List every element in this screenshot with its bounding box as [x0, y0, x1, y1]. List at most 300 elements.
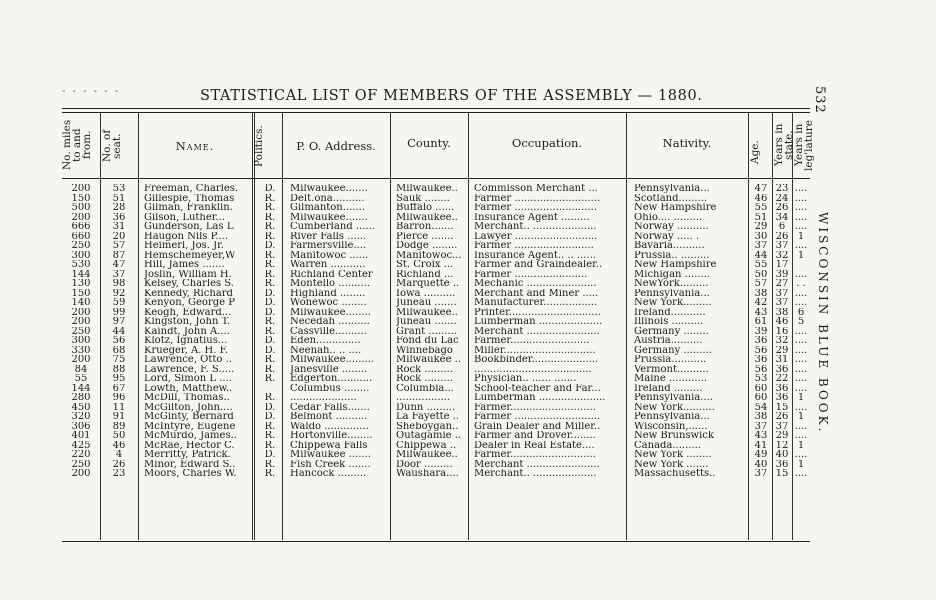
header-county: County.: [407, 136, 451, 150]
cell-years-in-legislature: ....: [794, 469, 808, 479]
cell-years-in-legislature: 1: [797, 231, 805, 241]
cell-occupation: Merchant and Miner .....: [474, 288, 599, 298]
cell-name: Moors, Charles W.: [144, 469, 237, 479]
cell-occupation: Printer.............................: [474, 307, 601, 317]
cell-seat: 57: [112, 241, 126, 251]
cell-nativity: New York.........: [634, 298, 712, 308]
cell-po-address: Chippewa Falls: [290, 440, 368, 450]
cell-county: Grant .........: [396, 326, 457, 336]
table-row: [62, 260, 810, 270]
cell-politics: R.: [264, 203, 276, 213]
table-row: [62, 393, 810, 403]
cell-county: Manitowoc...: [396, 250, 462, 260]
cell-seat: 47: [112, 260, 126, 270]
title-rule: [62, 108, 810, 109]
cell-seat: 20: [112, 231, 126, 241]
cell-years-in-legislature: ....: [794, 450, 808, 460]
cell-county: Marquette ..: [396, 279, 460, 289]
cell-miles: 530: [71, 260, 91, 270]
cell-seat: 97: [112, 317, 126, 327]
cell-miles: 300: [71, 336, 91, 346]
cell-miles: 150: [71, 288, 91, 298]
cell-po-address: Wonewoc ........: [290, 298, 367, 308]
cell-age: 51: [754, 212, 768, 222]
cell-miles: 250: [71, 241, 91, 251]
cell-name: Hill, James .......: [144, 260, 225, 270]
cell-miles: 450: [71, 402, 91, 412]
cell-occupation: Grain Dealer and Miller..: [474, 421, 601, 431]
cell-occupation: Farmer ...........................: [474, 193, 601, 203]
table-row: [62, 279, 810, 289]
table-row: [62, 270, 810, 280]
cell-years-in-state: 15: [775, 469, 789, 479]
cell-county: Milwaukee ..: [396, 355, 462, 365]
cell-po-address: River Falls ......: [290, 231, 367, 241]
cell-years-in-state: 17: [775, 260, 789, 270]
cell-county: Waushara....: [396, 469, 459, 479]
cell-miles: 250: [71, 326, 91, 336]
cell-nativity: Ohio.... .........: [634, 212, 703, 222]
cell-po-address: Milwaukee........: [290, 307, 371, 317]
cell-politics: R.: [264, 374, 276, 384]
cell-county: Milwaukee..: [396, 212, 458, 222]
cell-years-in-state: 37: [775, 421, 789, 431]
cell-name: Heimerl, Jos. Jr.: [144, 241, 224, 251]
header-dashes: - - - - - -: [62, 86, 121, 97]
table-row: [62, 346, 810, 356]
cell-occupation: Lumberman .....................: [474, 393, 606, 403]
cell-seat: 31: [112, 222, 126, 232]
cell-politics: R.: [264, 326, 276, 336]
cell-age: 29: [754, 222, 768, 232]
cell-county: Sauk ........: [396, 193, 450, 203]
cell-miles: 144: [71, 383, 91, 393]
cell-nativity: Prussia.. .........: [634, 250, 710, 260]
cell-nativity: Norway ..........: [634, 222, 709, 232]
cell-name: Kennedy, Richard: [144, 288, 233, 298]
cell-occupation: Manufacturer.................: [474, 298, 598, 308]
cell-years-in-state: 6: [778, 222, 786, 232]
cell-po-address: Farmersville....: [290, 241, 367, 251]
cell-name: McRae, Hector C.: [144, 440, 235, 450]
cell-county: Buffalo ......: [396, 203, 455, 213]
cell-seat: 59: [112, 298, 126, 308]
cell-seat: 91: [112, 412, 126, 422]
cell-po-address: .....................: [290, 393, 357, 403]
table-row: [62, 384, 810, 394]
cell-nativity: Bavaria..........: [634, 241, 705, 251]
cell-po-address: Gilmanton.......: [290, 203, 365, 213]
table-row: [62, 298, 810, 308]
cell-miles: 220: [71, 450, 91, 460]
running-head: WISCONSIN BLUE BOOK.: [816, 212, 830, 435]
cell-politics: R.: [264, 459, 276, 469]
cell-seat: 89: [112, 421, 126, 431]
cell-seat: 67: [112, 383, 126, 393]
cell-occupation: Insurance Agent .........: [474, 212, 590, 222]
cell-occupation: Farmer...........................: [474, 450, 596, 460]
cell-seat: 50: [112, 431, 126, 441]
cell-years-in-state: 36: [775, 459, 789, 469]
cell-po-address: Milwaukee .......: [290, 450, 371, 460]
cell-politics: R.: [264, 260, 276, 270]
cell-years-in-state: 37: [775, 241, 789, 251]
cell-years-in-state: 31: [775, 355, 789, 365]
cell-age: 60: [754, 393, 768, 403]
cell-years-in-state: 15: [775, 402, 789, 412]
page-title: STATISTICAL LIST OF MEMBERS OF THE ASSEMBLY — 1880.: [200, 88, 703, 104]
cell-years-in-legislature: ....: [794, 203, 808, 213]
cell-politics: R.: [264, 393, 276, 403]
cell-nativity: Massachusetts..: [634, 469, 716, 479]
cell-miles: 330: [71, 345, 91, 355]
cell-occupation: Farmer...........................: [474, 402, 596, 412]
cell-occupation: Lawyer ..........................: [474, 231, 598, 241]
cell-age: 37: [754, 469, 768, 479]
cell-seat: 36: [112, 212, 126, 222]
header-occupation: Occupation.: [511, 136, 583, 150]
cell-name: Kelsey, Charles S.: [144, 279, 234, 289]
cell-county: Juneau .......: [396, 317, 457, 327]
table-row: [62, 460, 810, 470]
cell-years-in-legislature: ....: [794, 184, 808, 194]
cell-po-address: Cassville..........: [290, 326, 367, 336]
cell-years-in-state: 22: [775, 374, 789, 384]
cell-years-in-legislature: ....: [794, 212, 808, 222]
cell-seat: 98: [112, 279, 126, 289]
cell-years-in-legislature: 6: [797, 307, 805, 317]
cell-politics: R.: [264, 193, 276, 203]
cell-age: 37: [754, 421, 768, 431]
cell-occupation: Mechanic ......................: [474, 279, 597, 289]
cell-name: Lowth, Matthew..: [144, 383, 233, 393]
cell-county: .................: [396, 393, 451, 403]
header-miles: No. miles to and from.: [61, 119, 93, 171]
cell-po-address: Neenah.. .. ....: [290, 345, 362, 355]
cell-occupation: Insurance Agent.. .. ......: [474, 250, 596, 260]
cell-seat: 46: [112, 440, 126, 450]
cell-miles: 84: [74, 364, 88, 374]
cell-name: Kingston, John T.: [144, 317, 230, 327]
cell-po-address: Richland Center: [290, 269, 373, 279]
cell-politics: D.: [264, 450, 276, 460]
cell-seat: 75: [112, 355, 126, 365]
cell-politics: R.: [264, 440, 276, 450]
cell-po-address: Hancock .........: [290, 469, 367, 479]
table-row: [62, 355, 810, 365]
cell-miles: 130: [71, 279, 91, 289]
cell-age: 44: [754, 250, 768, 260]
cell-miles: 300: [71, 250, 91, 260]
cell-county: Chippewa ..: [396, 440, 457, 450]
cell-name: Kenyon, George P: [144, 298, 235, 308]
cell-politics: R.: [264, 469, 276, 479]
cell-name: Gilman, Franklin.: [144, 203, 233, 213]
cell-age: 43: [754, 307, 768, 317]
cell-seat: 37: [112, 269, 126, 279]
cell-occupation: Farmer ..........................: [474, 203, 598, 213]
cell-nativity: Scotland.........: [634, 193, 708, 203]
cell-name: Gunderson, Las L: [144, 222, 234, 232]
cell-county: Sheboygan..: [396, 421, 459, 431]
cell-politics: R.: [264, 279, 276, 289]
cell-age: 55: [754, 260, 768, 270]
cell-seat: 23: [112, 469, 126, 479]
cell-county: Fond du Lac: [396, 336, 459, 346]
table-row: [62, 213, 810, 223]
table-row: [62, 222, 810, 232]
cell-occupation: Merchant.. ....................: [474, 222, 597, 232]
cell-age: 54: [754, 402, 768, 412]
cell-miles: 200: [71, 307, 91, 317]
cell-age: 57: [754, 279, 768, 289]
cell-age: 30: [754, 231, 768, 241]
cell-politics: D.: [264, 307, 276, 317]
cell-years-in-state: 39: [775, 269, 789, 279]
cell-occupation: Merchant.. ....................: [474, 469, 597, 479]
cell-politics: D.: [264, 241, 276, 251]
cell-seat: 56: [112, 336, 126, 346]
cell-nativity: Pennsylvania...: [634, 184, 710, 194]
table-row: [62, 412, 810, 422]
cell-miles: 306: [71, 421, 91, 431]
cell-name: Lawrence, Otto ..: [144, 355, 232, 365]
cell-seat: 4: [115, 450, 123, 460]
cell-miles: 660: [71, 231, 91, 241]
cell-occupation: Commisson Merchant ...: [474, 184, 598, 194]
cell-po-address: Necedah ..........: [290, 317, 370, 327]
cell-nativity: Pennsylvania...: [634, 412, 710, 422]
cell-years-in-legislature: ....: [794, 336, 808, 346]
table-row: [62, 184, 810, 194]
cell-name: Klotz, Ignatius...: [144, 336, 228, 346]
cell-seat: 87: [112, 250, 126, 260]
header-age: Age.: [749, 140, 761, 164]
cell-occupation: Farmer.........................: [474, 336, 590, 346]
cell-occupation: Farmer and Graindealer..: [474, 260, 603, 270]
cell-miles: 200: [71, 355, 91, 365]
cell-age: 56: [754, 345, 768, 355]
cell-occupation: School-teacher and Far...: [474, 383, 601, 393]
cell-name: Keogh, Edward...: [144, 307, 232, 317]
cell-county: Door .........: [396, 459, 453, 469]
cell-politics: R.: [264, 317, 276, 327]
cell-years-in-legislature: 1: [797, 393, 805, 403]
cell-years-in-legislature: ....: [794, 193, 808, 203]
cell-county: Rock .........: [396, 364, 453, 374]
cell-county: Columbia...: [396, 383, 454, 393]
cell-politics: R.: [264, 431, 276, 441]
cell-occupation: Farmer ...........................: [474, 412, 601, 422]
cell-occupation: Merchant .......................: [474, 459, 600, 469]
cell-age: 46: [754, 193, 768, 203]
header-rule: [62, 178, 810, 179]
cell-age: 36: [754, 355, 768, 365]
cell-po-address: Warren ...........: [290, 260, 366, 270]
cell-name: Krueger, A. H. F.: [144, 345, 229, 355]
cell-county: Milwaukee..: [396, 450, 458, 460]
cell-miles: 250: [71, 459, 91, 469]
cell-years-in-state: 37: [775, 288, 789, 298]
cell-politics: R.: [264, 212, 276, 222]
cell-county: St. Croix ...: [396, 260, 454, 270]
cell-miles: 144: [71, 269, 91, 279]
cell-po-address: Highland ........: [290, 288, 366, 298]
cell-years-in-legislature: ....: [794, 421, 808, 431]
header-politics: Politics.: [253, 125, 265, 167]
cell-nativity: Maine ............: [634, 374, 708, 384]
page-number: 532: [812, 86, 827, 114]
cell-age: 50: [754, 269, 768, 279]
cell-age: 40: [754, 459, 768, 469]
cell-seat: 28: [112, 203, 126, 213]
cell-miles: 666: [71, 222, 91, 232]
cell-age: 43: [754, 431, 768, 441]
cell-age: 55: [754, 203, 768, 213]
cell-name: Minor, Edward S..: [144, 459, 236, 469]
header-nativity: Nativity.: [662, 136, 712, 150]
cell-years-in-legislature: ....: [794, 383, 808, 393]
table-body: [62, 184, 810, 479]
table-row: [62, 441, 810, 451]
cell-politics: R.: [264, 231, 276, 241]
cell-years-in-state: 40: [775, 450, 789, 460]
cell-po-address: Milwaukee.......: [290, 184, 368, 194]
cell-nativity: Ireland...........: [634, 307, 706, 317]
cell-age: 53: [754, 374, 768, 384]
table-row: [62, 403, 810, 413]
cell-seat: 53: [112, 184, 126, 194]
cell-occupation: Farmer .........................: [474, 241, 594, 251]
cell-county: Outagamie ..: [396, 431, 462, 441]
cell-miles: 55: [74, 374, 88, 384]
cell-nativity: NewYork.........: [634, 279, 709, 289]
cell-age: 42: [754, 298, 768, 308]
cell-miles: 320: [71, 412, 91, 422]
cell-occupation: Merchant .......................: [474, 326, 600, 336]
cell-years-in-state: 37: [775, 298, 789, 308]
cell-years-in-state: 26: [775, 231, 789, 241]
cell-politics: D.: [264, 412, 276, 422]
cell-years-in-state: 38: [775, 307, 789, 317]
cell-miles: 401: [71, 431, 91, 441]
cell-nativity: Prussia...........: [634, 355, 707, 365]
cell-county: Richland ...: [396, 269, 454, 279]
cell-county: Dodge ........: [396, 241, 458, 251]
cell-years-in-state: 34: [775, 212, 789, 222]
cell-nativity: Pennsylvania....: [634, 393, 713, 403]
cell-po-address: Fish Creek .......: [290, 459, 371, 469]
cell-seat: 96: [112, 393, 126, 403]
cell-miles: 280: [71, 393, 91, 403]
cell-years-in-state: 36: [775, 364, 789, 374]
table-row: [62, 431, 810, 441]
cell-years-in-state: 16: [775, 326, 789, 336]
cell-years-in-state: 26: [775, 412, 789, 422]
cell-name: McIntyre, Eugene: [144, 421, 236, 431]
cell-years-in-legislature: ....: [794, 326, 808, 336]
cell-nativity: Illinois ..........: [634, 317, 704, 327]
cell-age: 38: [754, 288, 768, 298]
cell-years-in-legislature: 1: [797, 440, 805, 450]
table-row: [62, 317, 810, 327]
cell-age: 61: [754, 317, 768, 327]
cell-nativity: Ireland .........: [634, 383, 703, 393]
cell-seat: 95: [112, 374, 126, 384]
cell-miles: 200: [71, 317, 91, 327]
cell-nativity: Austria..........: [634, 336, 703, 346]
cell-name: Freeman, Charles.: [144, 184, 239, 194]
cell-miles: 200: [71, 184, 91, 194]
cell-seat: 99: [112, 307, 126, 317]
cell-name: McGinty, Bernard: [144, 412, 234, 422]
cell-nativity: Germany ........: [634, 326, 709, 336]
cell-politics: D.: [264, 184, 276, 194]
cell-po-address: Belmont ..........: [290, 412, 368, 422]
cell-age: 56: [754, 364, 768, 374]
table-row: [62, 308, 810, 318]
cell-nativity: Wisconsin,......: [634, 421, 708, 431]
header-name: Name.: [175, 139, 215, 153]
cell-occupation: .....................................: [474, 364, 592, 374]
table-row: [62, 203, 810, 213]
cell-occupation: Dealer in Real Estate....: [474, 440, 595, 450]
cell-county: Winnebago: [396, 345, 453, 355]
cell-seat: 11: [112, 402, 126, 412]
cell-seat: 51: [112, 193, 126, 203]
cell-nativity: Norway ..... .: [634, 231, 700, 241]
cell-politics: D.: [264, 288, 276, 298]
cell-county: Juneau .......: [396, 298, 457, 308]
cell-nativity: New York ........: [634, 450, 712, 460]
cell-po-address: Waldo ..............: [290, 421, 369, 431]
cell-politics: R.: [264, 364, 276, 374]
cell-po-address: Montello ..........: [290, 279, 371, 289]
cell-years-in-state: 23: [775, 184, 789, 194]
table-row: [62, 450, 810, 460]
cell-years-in-legislature: ....: [794, 431, 808, 441]
table-row: [62, 194, 810, 204]
cell-years-in-state: 32: [775, 336, 789, 346]
table-row: [62, 327, 810, 337]
cell-occupation: Farmer .......................: [474, 269, 588, 279]
cell-years-in-legislature: 5: [797, 317, 805, 327]
cell-years-in-legislature: ....: [794, 298, 808, 308]
header-po-address: P. O. Address.: [296, 139, 376, 153]
table-row: [62, 289, 810, 299]
cell-po-address: Cedar Falls.......: [290, 402, 370, 412]
cell-county: Pierce .......: [396, 231, 454, 241]
header-years-in-legislature: Years in leg'lature: [793, 119, 815, 171]
cell-po-address: Manitowoc ......: [290, 250, 369, 260]
header-seat: No. of seat.: [101, 129, 123, 163]
cell-years-in-state: 12: [775, 440, 789, 450]
cell-years-in-state: 26: [775, 203, 789, 213]
cell-occupation: Miller.............................: [474, 345, 596, 355]
cell-nativity: Pennsylvania...: [634, 288, 710, 298]
cell-years-in-legislature: 1: [797, 412, 805, 422]
cell-miles: 140: [71, 298, 91, 308]
cell-po-address: Hortonville........: [290, 431, 373, 441]
cell-seat: 88: [112, 364, 126, 374]
cell-po-address: Columbus ........: [290, 383, 370, 393]
cell-nativity: Canada.........: [634, 440, 701, 450]
cell-county: La Fayette ..: [396, 412, 460, 422]
cell-name: Gillespie, Thomas: [144, 193, 235, 203]
cell-miles: 150: [71, 193, 91, 203]
cell-po-address: Delt.ona..........: [290, 193, 365, 203]
cell-years-in-state: 36: [775, 383, 789, 393]
